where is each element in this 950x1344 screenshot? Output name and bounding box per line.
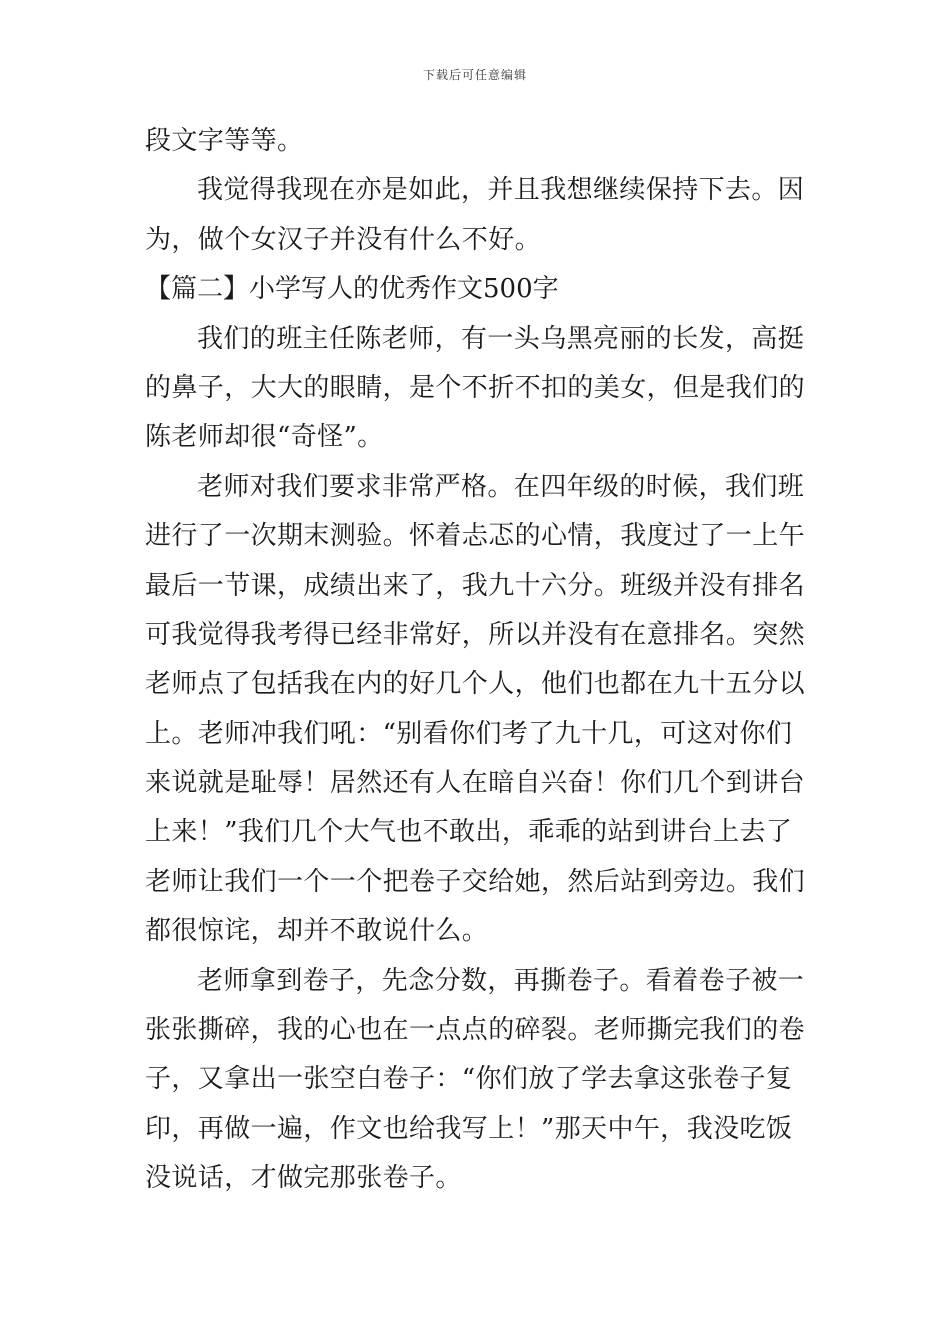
paragraph-line: 我觉得我现在亦是如此，并且我想继续保持下去。因 — [197, 175, 805, 206]
paragraph-line: 段文字等等。 — [145, 126, 304, 156]
paragraph-line: 陈老师却很“奇怪”。 — [145, 422, 384, 453]
paragraph-line: 老师拿到卷子，先念分数，再撕卷子。看着卷子被一 — [197, 965, 805, 996]
paragraph-line: 为，做个女汉子并没有什么不好。 — [145, 224, 542, 255]
paragraph-line: 上。老师冲我们吼：“别看你们考了九十几，可这对你们 — [145, 718, 793, 749]
paragraph-line: 都很惊诧，却并不敢说什么。 — [145, 916, 489, 947]
paragraph-line: 老师对我们要求非常严格。在四年级的时候，我们班 — [197, 471, 805, 502]
paragraph-line: 的鼻子，大大的眼睛，是个不折不扣的美女，但是我们的 — [145, 372, 806, 403]
paragraph-line: 子，又拿出一张空白卷子：“你们放了学去拿这张卷子复 — [145, 1064, 793, 1095]
paragraph-line: 进行了一次期末测验。怀着忐忑的心情，我度过了一上午 — [145, 521, 806, 552]
document-body — [145, 128, 807, 1215]
paragraph-line: 来说就是耻辱！居然还有人在暗自兴奋！你们几个到讲台 — [145, 768, 806, 799]
paragraph-line: 可我觉得我考得已经非常好，所以并没有在意排名。突然 — [145, 619, 806, 650]
paragraph-line: 我们的班主任陈老师，有一头乌黑亮丽的长发，高挺 — [197, 323, 805, 354]
paragraph-line: 老师让我们一个一个把卷子交给她，然后站到旁边。我们 — [145, 866, 806, 897]
paragraph-line: 老师点了包括我在内的好几个人，他们也都在九十五分以 — [145, 669, 806, 700]
page-header: 下载后可任意编辑 — [422, 68, 527, 82]
paragraph-line: 最后一节课，成绩出来了，我九十六分。班级并没有排名 — [145, 570, 806, 601]
paragraph-line: 张张撕碎，我的心也在一点点的碎裂。老师撕完我们的卷 — [145, 1015, 806, 1046]
paragraph-line: 印，再做一遍，作文也给我写上！”那天中午，我没吃饭 — [145, 1113, 793, 1144]
paragraph-line: 上来！”我们几个大气也不敢出，乖乖的站到讲台上去了 — [145, 817, 793, 848]
section-heading: 【篇二】小学写人的优秀作文500字 — [145, 274, 559, 305]
paragraph-line: 没说话，才做完那张卷子。 — [145, 1163, 462, 1194]
